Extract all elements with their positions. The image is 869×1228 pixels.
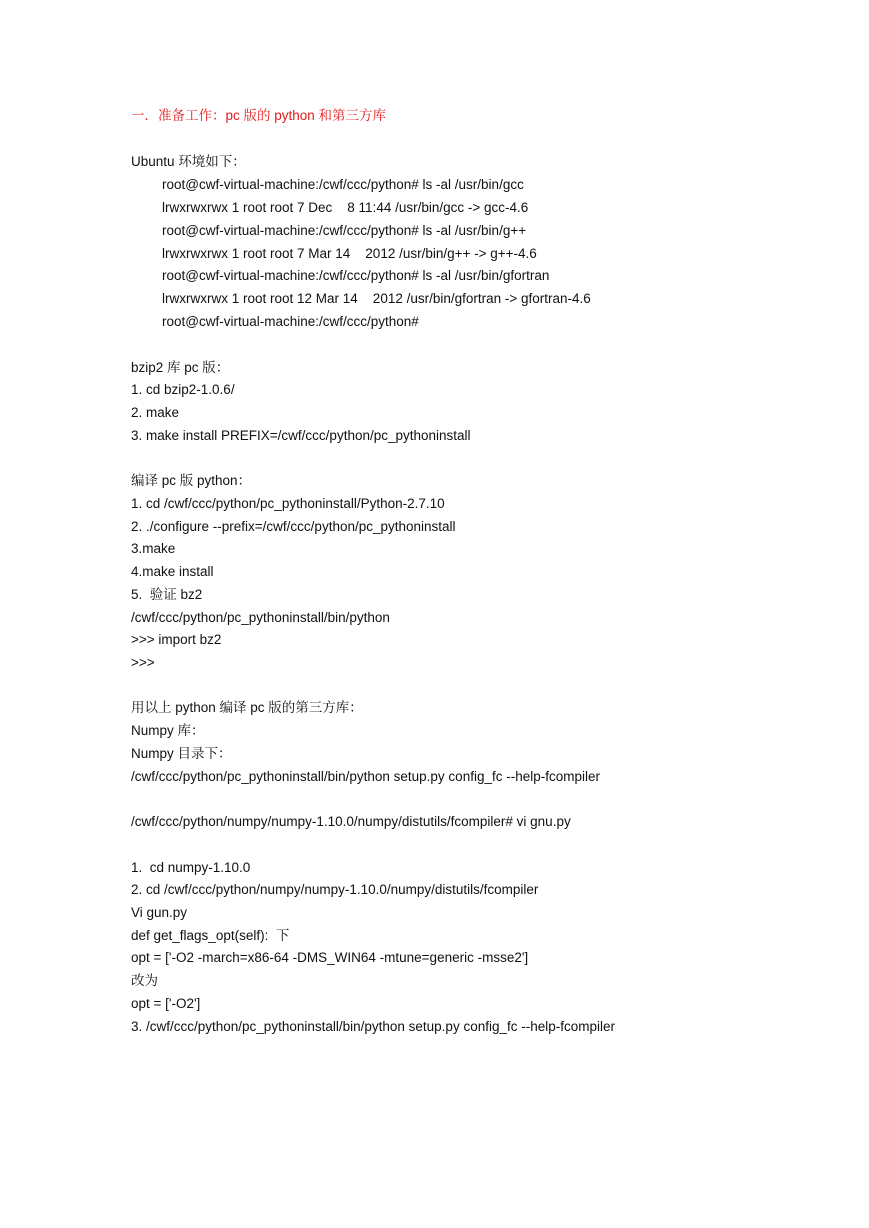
numpy-step: 3. /cwf/ccc/python/pc_pythoninstall/bin/python setup.py config_fc --help-fcompiler <box>131 1019 616 1034</box>
numpy-command: /cwf/ccc/python/numpy/numpy-1.10.0/numpy/distutils/fcompiler# vi gnu.py <box>131 814 571 829</box>
numpy-step: opt = ['-O2'] <box>131 996 201 1011</box>
bzip2-step: 3. make install PREFIX=/cwf/ccc/python/pc_pythoninstall <box>131 428 471 443</box>
numpy-step: 2. cd /cwf/ccc/python/numpy/numpy-1.10.0/numpy/distutils/fcompiler <box>131 882 539 897</box>
numpy-dir-label: Numpy 目录下： <box>131 746 232 761</box>
numpy-step: 1. cd numpy-1.10.0 <box>131 860 251 875</box>
compile-python-step: >>> import bz2 <box>131 632 222 647</box>
compile-python-step: 2. ./configure --prefix=/cwf/ccc/python/pc_pythoninstall <box>131 519 456 534</box>
compile-python-step: 1. cd /cwf/ccc/python/pc_pythoninstall/Python-2.7.10 <box>131 496 445 511</box>
compile-python-step: 5. 验证 bz2 <box>131 587 203 602</box>
bzip2-step: 2. make <box>131 405 180 420</box>
compile-python-title: 编译 pc 版 python： <box>131 473 252 488</box>
numpy-command: /cwf/ccc/python/pc_pythoninstall/bin/python setup.py config_fc --help-fcompiler <box>131 769 600 784</box>
numpy-step: opt = ['-O2 -march=x86-64 -DMS_WIN64 -mtune=generic -msse2'] <box>131 950 529 965</box>
ubuntu-line: lrwxrwxrwx 1 root root 7 Dec 8 11:44 /usr/bin/gcc -> gcc-4.6 <box>162 200 529 215</box>
compile-python-step: 4.make install <box>131 564 214 579</box>
numpy-title: Numpy 库： <box>131 723 205 738</box>
numpy-step: def get_flags_opt(self): 下 <box>131 928 290 943</box>
ubuntu-line: root@cwf-virtual-machine:/cwf/ccc/python# ls -al /usr/bin/g++ <box>162 223 527 238</box>
ubuntu-line: root@cwf-virtual-machine:/cwf/ccc/python# ls -al /usr/bin/gcc <box>162 177 524 192</box>
compile-python-step: 3.make <box>131 541 176 556</box>
ubuntu-env-title: Ubuntu 环境如下： <box>131 154 246 169</box>
third-party-title: 用以上 python 编译 pc 版的第三方库： <box>131 700 363 715</box>
bzip2-title: bzip2 库 pc 版： <box>131 360 230 375</box>
ubuntu-line: lrwxrwxrwx 1 root root 12 Mar 14 2012 /usr/bin/gfortran -> gfortran-4.6 <box>162 291 591 306</box>
ubuntu-line: root@cwf-virtual-machine:/cwf/ccc/python# <box>162 314 419 329</box>
section-heading: 一．准备工作：pc 版的 python 和第三方库 <box>131 108 387 123</box>
numpy-step: Vi gun.py <box>131 905 188 920</box>
compile-python-step: /cwf/ccc/python/pc_pythoninstall/bin/python <box>131 610 390 625</box>
bzip2-step: 1. cd bzip2-1.0.6/ <box>131 382 235 397</box>
compile-python-step: >>> <box>131 655 155 670</box>
numpy-step: 改为 <box>131 973 158 988</box>
ubuntu-line: lrwxrwxrwx 1 root root 7 Mar 14 2012 /usr/bin/g++ -> g++-4.6 <box>162 246 537 261</box>
ubuntu-line: root@cwf-virtual-machine:/cwf/ccc/python# ls -al /usr/bin/gfortran <box>162 268 550 283</box>
